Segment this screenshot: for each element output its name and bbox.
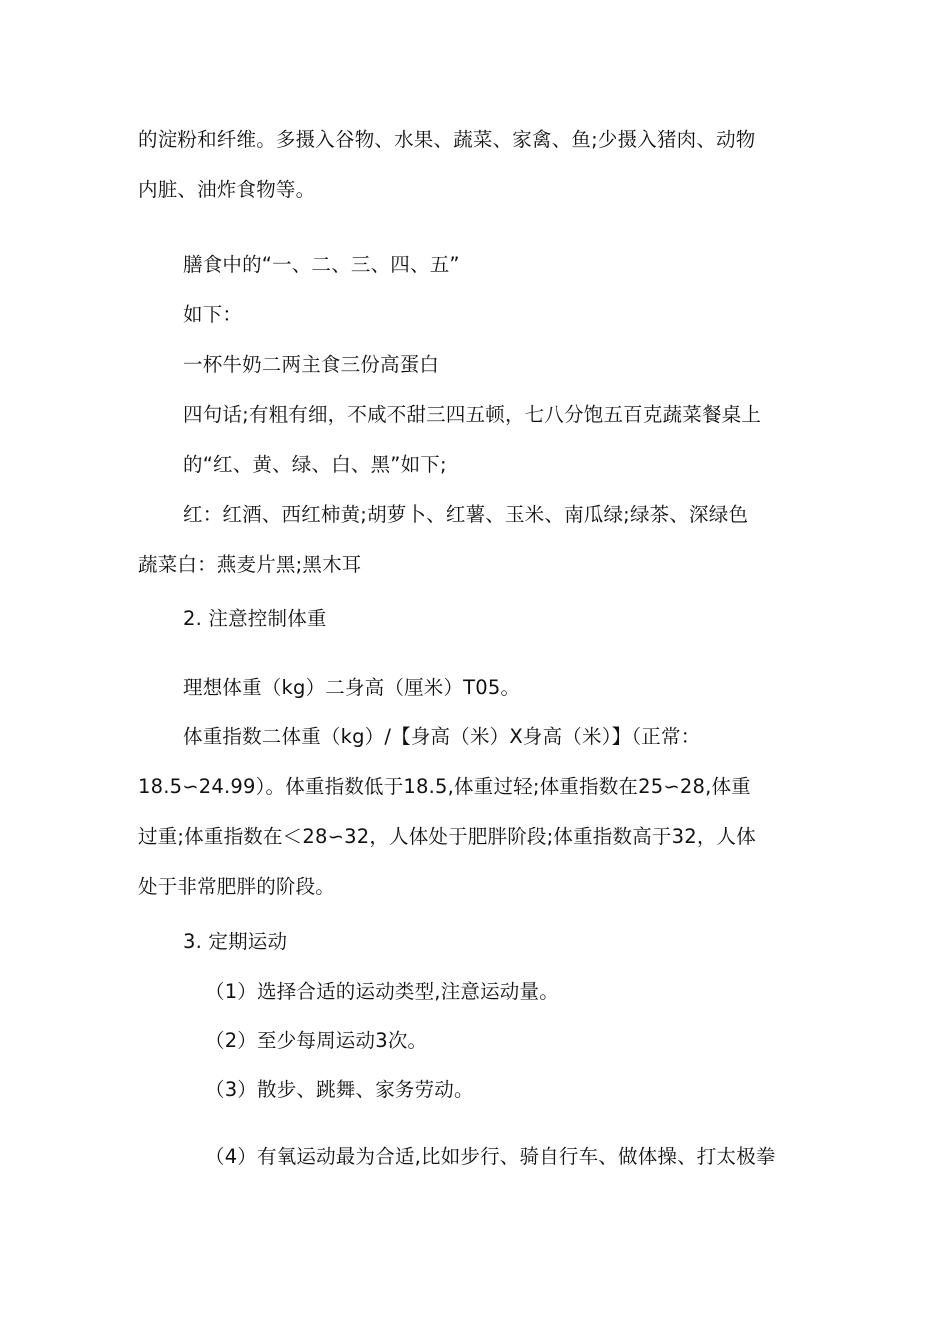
list-item: （2）至少每周运动3次。 <box>205 1029 428 1052</box>
text-line: 处于非常肥胖的阶段。 <box>138 875 336 898</box>
list-item: （3）散步、跳舞、家务劳动。 <box>205 1078 474 1101</box>
text-line: 18.5∽24.99）。体重指数低于18.5,体重过轻;体重指数在25∽28,体重 <box>138 775 751 798</box>
text-line: 四句话;有粗有细，不咸不甜三四五顿，七八分饱五百克蔬菜餐桌上 <box>183 403 762 426</box>
text-line: 一杯牛奶二两主食三份高蛋白 <box>183 353 440 376</box>
text-line: 理想体重（kg）二身高（厘米）T05。 <box>183 676 521 699</box>
text-line: 内脏、油炸食物等。 <box>138 178 316 201</box>
list-item: （4）有氧运动最为合适,比如步行、骑自行车、做体操、打太极拳 <box>205 1145 776 1168</box>
text-line: 过重;体重指数在＜28∽32，人体处于肥胖阶段;体重指数高于32，人体 <box>138 825 756 848</box>
text-line: 红：红酒、西红柿黄;胡萝卜、红薯、玉米、南瓜绿;绿茶、深绿色 <box>183 503 749 526</box>
list-item: （1）选择合适的运动类型,注意运动量。 <box>205 980 559 1003</box>
section-heading: 3. 定期运动 <box>183 930 288 953</box>
text-line: 的“红、黄、绿、白、黑”如下; <box>183 453 447 476</box>
section-heading: 2. 注意控制体重 <box>183 607 327 630</box>
text-line: 体重指数二体重（kg）/【身高（米）X身高（米）】（正常： <box>183 725 701 748</box>
text-line: 膳食中的“一、二、三、四、五” <box>183 253 460 276</box>
text-line: 蔬菜白：燕麦片黑;黑木耳 <box>138 553 362 576</box>
text-line: 的淀粉和纤维。多摄入谷物、水果、蔬菜、家禽、鱼;少摄入猪肉、动物 <box>138 128 756 151</box>
text-line: 如下： <box>183 303 243 326</box>
